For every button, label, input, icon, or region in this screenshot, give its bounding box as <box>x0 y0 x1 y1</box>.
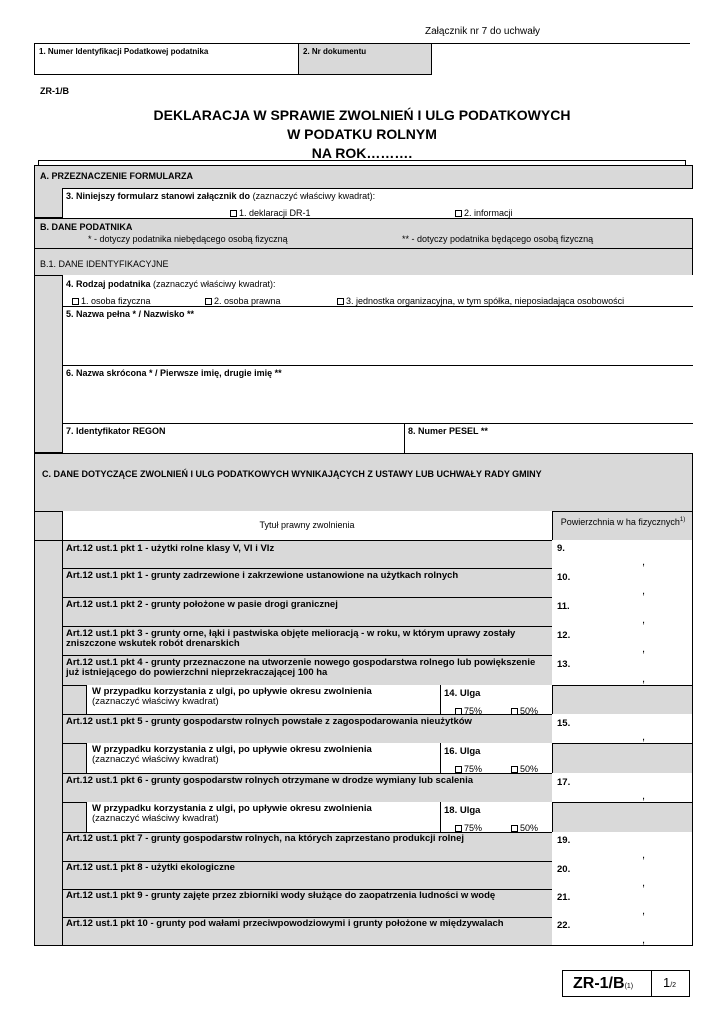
row-10-number: 10. <box>557 572 571 583</box>
row-19-number: 19. <box>557 835 571 846</box>
row-10-title: Art.12 ust.1 pkt 1 - grunty zadrzewione i zakrzewione ustanowione na użytkach rolnych <box>66 570 459 581</box>
field-7-label: 7. Identyfikator REGON <box>66 426 166 436</box>
row-19-comma[interactable]: , <box>642 849 646 861</box>
field-3-label <box>66 191 375 201</box>
row-20-number: 20. <box>557 864 571 875</box>
field-3-label-note: (zaznaczyć właściwy kwadrat): <box>252 191 376 201</box>
field-5-label: 5. Nazwa pełna * / Nazwisko ** <box>66 309 195 319</box>
row-17-title: Art.12 ust.1 pkt 6 - grunty gospodarstw rolnych otrzymane w drodze wymiany lub scalenia <box>66 775 474 786</box>
row-9-number: 9. <box>557 543 565 554</box>
row-11-number: 11. <box>557 601 570 612</box>
ulga-18-label: 18. Ulga <box>444 805 481 816</box>
row-20-comma[interactable]: , <box>642 877 646 889</box>
checkbox-info[interactable] <box>455 210 462 217</box>
row-11-title: Art.12 ust.1 pkt 2 - grunty położone w pasie drogi granicznej <box>66 599 338 610</box>
title-line-3: NA ROK………. <box>311 145 413 161</box>
row-13-title: Art.12 ust.1 pkt 4 - grunty przeznaczone na utworzenie nowego gospodarstwa rolnego lub powiększenie już istniejącego do powierzchni nieprzekraczającej 100 ha <box>66 657 536 678</box>
type-natural-person-label: 1. osoba fizyczna <box>81 296 151 306</box>
footer-code <box>573 975 633 993</box>
option-info[interactable] <box>455 208 513 218</box>
doc-number-box <box>298 43 432 75</box>
row-20-title: Art.12 ust.1 pkt 8 - użytki ekologiczne <box>66 862 235 873</box>
row-19-title: Art.12 ust.1 pkt 7 - grunty gospodarstw rolnych, na których zaprzestano produkcji rolnej <box>66 833 465 844</box>
option-dr1[interactable] <box>230 208 311 218</box>
title-line-1: DEKLARACJA W SPRAWIE ZWOLNIEŃ I ULG PODATKOWYCH <box>153 107 571 123</box>
title-line-2: W PODATKU ROLNYM <box>287 126 437 142</box>
row-13-comma[interactable]: , <box>642 673 646 685</box>
ulga-16-label: 16. Ulga <box>444 746 481 757</box>
field-6-label: 6. Nazwa skrócona * / Pierwsze imię, drugie imię ** <box>66 368 282 378</box>
row-13-number: 13. <box>557 659 571 670</box>
nip-label: 1. Numer Identyfikacji Podatkowej podatnika <box>39 47 209 56</box>
section-a-title: A. PRZEZNACZENIE FORMULARZA <box>40 171 193 181</box>
footer-page-total: /2 <box>670 982 677 989</box>
row-21-title: Art.12 ust.1 pkt 9 - grunty zajęte przez zbiorniki wody służące do zaopatrzenia ludności w wodę <box>66 890 496 901</box>
row-12-number: 12. <box>557 630 571 641</box>
checkbox-dr1[interactable] <box>230 210 237 217</box>
ulga-14-label: 14. Ulga <box>444 688 481 699</box>
row-15-number: 15. <box>557 718 571 729</box>
row-22-comma[interactable]: , <box>642 934 646 946</box>
ulga-16-text-note: (zaznaczyć właściwy kwadrat) <box>92 754 219 765</box>
row-9-comma[interactable]: , <box>642 556 646 568</box>
footer-page <box>663 975 676 990</box>
row-21-number: 21. <box>557 892 571 903</box>
form-title <box>34 106 690 163</box>
row-15-title: Art.12 ust.1 pkt 5 - grunty gospodarstw rolnych powstałe z zagospodarowania nieużytków <box>66 716 472 727</box>
checkbox-legal-person[interactable] <box>205 298 212 305</box>
footer-divider <box>651 971 652 996</box>
row-21-comma[interactable]: , <box>642 905 646 917</box>
ulga-14-text-bold: W przypadku korzystania z ulgi, po upływie okresu zwolnienia <box>92 686 372 697</box>
row-12-title: Art.12 ust.1 pkt 3 - grunty orne, łąki i pastwiska objęte melioracją - w roku, w którym uprawy zostały zniszczone wskutek robót drenarskich <box>66 628 516 649</box>
row-10-comma[interactable]: , <box>642 585 646 597</box>
footer-page-number: 1 <box>663 975 671 990</box>
section-c-title: C. DANE DOTYCZĄCE ZWOLNIEŃ I ULG PODATKOWYCH WYNIKAJĄCYCH Z USTAWY LUB UCHWAŁY RADY GMINY <box>42 469 542 479</box>
field-4-label-bold: 4. Rodzaj podatnika <box>66 279 151 289</box>
ulga-14-text-note: (zaznaczyć właściwy kwadrat) <box>92 696 219 707</box>
row-17-comma[interactable]: , <box>642 790 646 802</box>
checkbox-organization[interactable] <box>337 298 344 305</box>
ulga-18-opt-75-label: 75% <box>464 823 483 833</box>
ulga-16-text-bold: W przypadku korzystania z ulgi, po upływie okresu zwolnienia <box>92 744 372 755</box>
b1-divider-top <box>34 248 693 249</box>
type-organization-label: 3. jednostka organizacyjna, w tym spółka, nieposiadająca osobowości <box>346 296 625 306</box>
ulga-18-text-note: (zaznaczyć właściwy kwadrat) <box>92 813 219 824</box>
field-4-label-note: (zaznaczyć właściwy kwadrat): <box>153 279 276 289</box>
section-b-note-1: * - dotyczy podatnika niebędącego osobą fizyczną <box>88 234 288 244</box>
option-info-label: 2. informacji <box>464 208 513 218</box>
row-11-comma[interactable]: , <box>642 614 646 626</box>
ulga-14-opt-75-label: 75% <box>464 706 483 716</box>
footer-code-text: ZR-1/B <box>573 975 625 992</box>
field-4-label <box>66 279 276 289</box>
nip-box[interactable] <box>34 43 299 75</box>
type-legal-person-label: 2. osoba prawna <box>214 296 281 306</box>
row-22-title: Art.12 ust.1 pkt 10 - grunty pod wałami przeciwpowodziowymi i grunty położone w międzywalach <box>66 918 504 929</box>
footer-code-box <box>562 970 690 997</box>
col-area-label-text: Powierzchnia w ha fizycznych <box>560 517 680 527</box>
attachment-note: Załącznik nr 7 do uchwały <box>425 26 541 37</box>
row-22-number: 22. <box>557 920 571 931</box>
type-natural-person[interactable] <box>72 296 151 306</box>
footer-code-sub: (1) <box>624 983 634 990</box>
type-organization[interactable] <box>337 296 624 306</box>
section-c-border <box>34 453 693 946</box>
field-3-label-bold: 3. Niniejszy formularz stanowi załącznik do <box>66 191 251 201</box>
row-15-comma[interactable]: , <box>642 731 646 743</box>
col-area-footnote: 1) <box>679 517 686 523</box>
type-legal-person[interactable] <box>205 296 281 306</box>
doc-number-label: 2. Nr dokumentu <box>303 47 367 56</box>
col-title-label: Tytuł prawny zwolnienia <box>259 520 355 530</box>
ulga-14-opt-50-label: 50% <box>520 706 539 716</box>
row-12-comma[interactable]: , <box>642 643 646 655</box>
form-code: ZR-1/B <box>40 86 69 96</box>
ulga-16-opt-50-label: 50% <box>520 764 539 774</box>
row-17-number: 17. <box>557 777 571 788</box>
section-b-title: B. DANE PODATNIKA <box>40 222 133 232</box>
option-dr1-label: 1. deklaracji DR-1 <box>239 208 311 218</box>
row-9-title: Art.12 ust.1 pkt 1 - użytki rolne klasy V, VI i VIz <box>66 543 275 554</box>
field-8-label: 8. Numer PESEL ** <box>408 426 488 436</box>
section-b-note-2: ** - dotyczy podatnika będącego osobą fizyczną <box>402 234 594 244</box>
ulga-16-opt-75-label: 75% <box>464 764 483 774</box>
ulga-18-opt-50-label: 50% <box>520 823 539 833</box>
ulga-18-text-bold: W przypadku korzystania z ulgi, po upływie okresu zwolnienia <box>92 803 372 814</box>
b1-title: B.1. DANE IDENTYFIKACYJNE <box>40 259 169 269</box>
checkbox-natural-person[interactable] <box>72 298 79 305</box>
